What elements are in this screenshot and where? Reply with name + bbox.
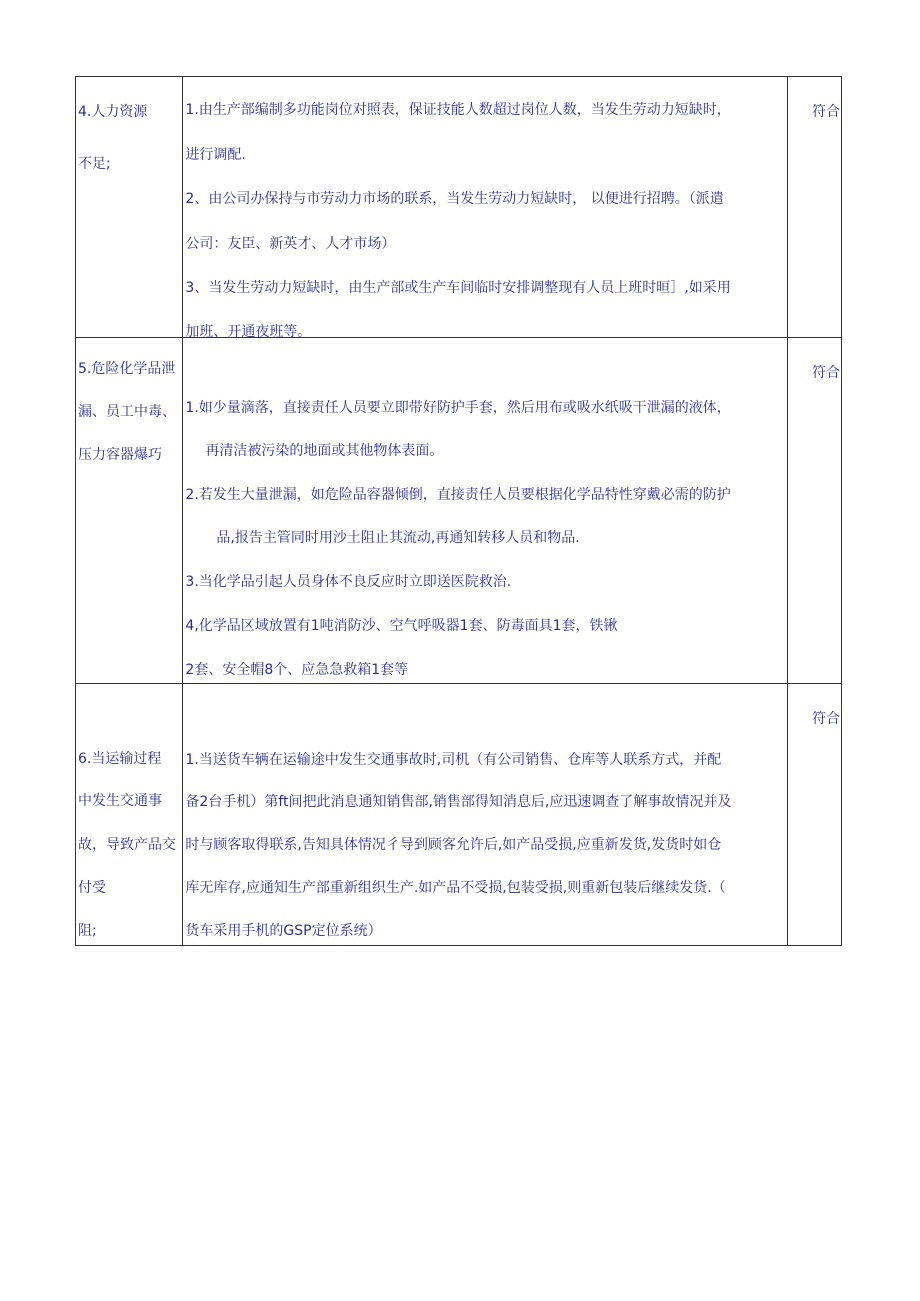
risk-text: 压力容器爆巧 <box>78 447 162 463</box>
measure-text: 4,化学品区域放置有1吨消防沙、空气呼吸器1套、防毒面具1套，铁锹 <box>185 618 618 634</box>
result-text: 符合 <box>812 104 840 120</box>
measure-text: 再清洁被污染的地面或其他物体表面。 <box>205 443 444 459</box>
risk-text: 付受 <box>78 880 106 896</box>
measure-text: 备2台手机）第ft间把此消息通知销售部,销售部得知消息后,应迅速调查了解事故情况并及 <box>185 794 732 810</box>
measure-text: 2、由公司办保持与市劳动力市场的联系，当发生劳动力短缺时， 以便进行招聘。（派遣 <box>185 191 724 207</box>
measure-text: 3、当发生劳动力短缺时，由生产部或生产车间临时安排调整现有人员上班时晅］,如采用 <box>185 280 731 296</box>
table-row <box>76 338 842 684</box>
measure-text: 1.当送货车辆在运输途中发生交通事故时,司机（有公司销售、仓库等人联系方式，并配 <box>185 752 722 768</box>
result-cell <box>787 684 841 946</box>
result-cell <box>787 77 841 338</box>
measure-text: 3.当化学品引起人员身体不良反应时立即送医院救治. <box>185 574 512 590</box>
measure-text: 库无库存,应通知生产部重新组织生产.如产品不受损,包装受损,则重新包装后继续发货.（ <box>185 880 726 896</box>
measure-text: 1.由生产部编制多功能岗位对照表，保证技能人数超过岗位人数，当发生劳动力短缺时， <box>185 102 731 118</box>
measure-text: 1.如少量滴落，直接责任人员要立即带好防护手套，然后用布或吸水纸吸干泄漏的液体， <box>185 400 731 416</box>
measure-text: 品,报告主管同时用沙土阻止其流动,再通知转移人员和物品. <box>216 530 580 546</box>
risk-text: 漏、员工中毒、 <box>78 404 176 420</box>
risk-text: 不足; <box>78 156 111 172</box>
measure-cell <box>183 338 787 684</box>
risk-text: 故，导致产品交 <box>78 837 176 853</box>
risk-text: 中发生交通事 <box>78 793 162 809</box>
measure-text: 公司：友臣、新英才、人才市场） <box>185 236 396 252</box>
risk-text: 4.人力资源 <box>78 104 148 120</box>
measure-text: 2套、安全帽8个、应急急救箱1套等 <box>185 662 409 678</box>
risk-cell <box>76 338 183 684</box>
risk-text: 阻; <box>78 923 97 939</box>
measure-cell <box>183 684 787 946</box>
measure-text: 2.若发生大量泄漏，如危险品容器倾倒，直接责任人员要根据化学品特性穿戴必需的防护 <box>185 487 731 503</box>
result-text: 符合 <box>812 365 840 381</box>
measure-text: 加班、开通夜班等。 <box>185 324 312 340</box>
risk-text: 5.危险化学品泄 <box>78 361 176 377</box>
table-row <box>76 77 842 338</box>
result-text: 符合 <box>812 711 840 727</box>
result-cell <box>787 338 841 684</box>
measure-text: 货车采用手机的GSP定位系统） <box>185 923 382 939</box>
risk-table <box>75 76 842 946</box>
risk-cell <box>76 684 183 946</box>
table-row <box>76 684 842 946</box>
risk-cell <box>76 77 183 338</box>
risk-text: 6.当运输过程 <box>78 751 162 767</box>
measure-text: 进行调配. <box>185 147 246 163</box>
measure-cell <box>183 77 787 338</box>
measure-text: 时与顾客取得联系,告知具体情况彳导到顾客允许后,如产品受损,应重新发货,发货时如仓 <box>185 837 722 853</box>
